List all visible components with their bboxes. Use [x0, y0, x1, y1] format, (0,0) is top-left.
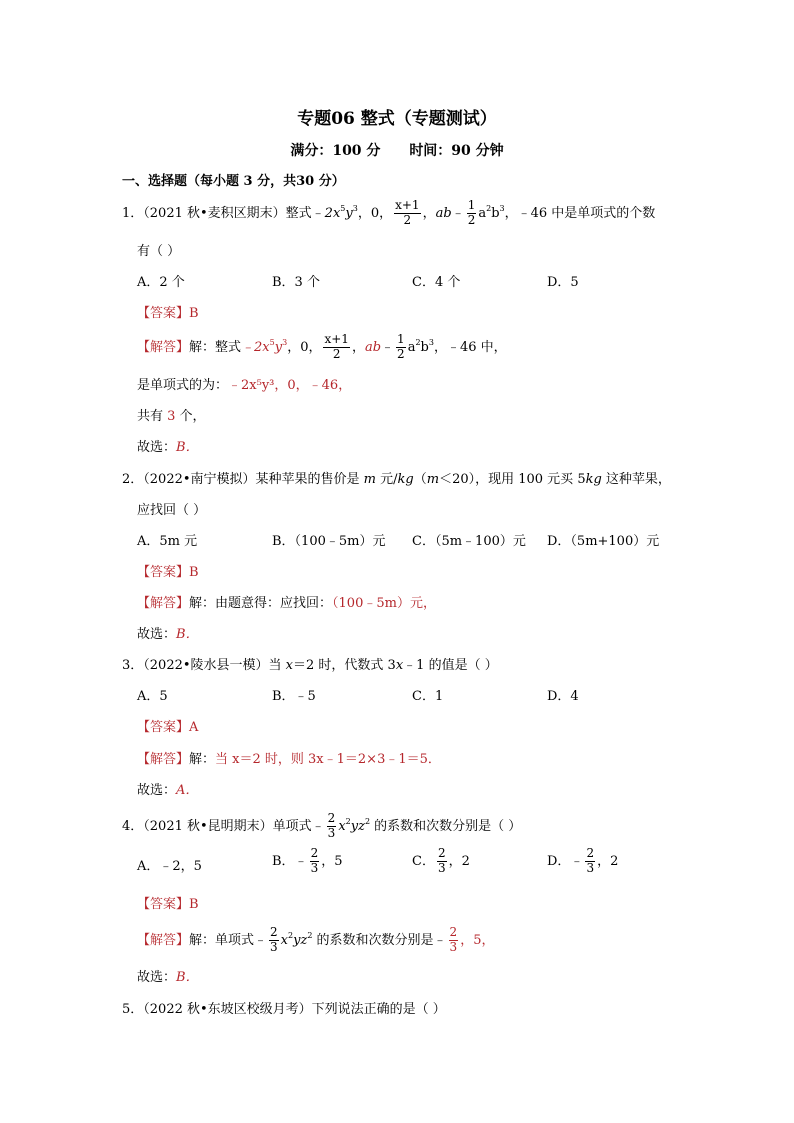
- question-1-stem: 1．（2021 秋•麦积区期末）整式$﹣2x^5y^3$，0， $\frac{x+1}{2}$ ，ab﹣ $\frac{1}{2}$ $a^2b^3$，﹣46 中是单项式的个数: [122, 198, 656, 227]
- fraction: $\frac{1}{2}$: [397, 332, 405, 361]
- fraction: $\frac{2}{3}$: [437, 846, 446, 875]
- question-4-stem: 4．（2021 秋•昆明期末）单项式﹣ $\frac{2}{3}$ $x^2yz^2$ 的系数和次数分别是（ ）: [122, 811, 522, 840]
- q2-option-d: D．（5m+100）元: [547, 534, 660, 549]
- q4-solution: 【解答】解：单项式﹣ $\frac{2}{3}$ $x^2yz^2$ 的系数和次数分别是﹣ $\frac{2}{3}$ ，5，: [137, 925, 495, 954]
- fraction: $\frac{x+1}{2}$: [324, 332, 349, 361]
- q3-option-b: B．﹣5: [272, 689, 316, 704]
- question-2-line2: 应找回（ ）: [137, 503, 207, 518]
- q4-option-b: B．﹣ $\frac{2}{3}$ ，5: [272, 846, 343, 875]
- q4-choose: 故选：B．: [137, 970, 199, 985]
- q3-solution: 【解答】解：当 x＝2 时，则 3x﹣1＝2×3﹣1＝5．: [137, 752, 441, 767]
- exam-info: [0, 140, 794, 160]
- section-heading: 一、选择题（每小题 3 分，共30 分）: [122, 174, 345, 189]
- q1-solution-line3: 共有 3 个，: [137, 409, 206, 424]
- fraction: $\frac{2}{3}$: [327, 811, 336, 840]
- q2-option-c: C．（5m﹣100）元: [412, 534, 526, 549]
- q1-option-c: C．4 个: [412, 275, 461, 290]
- q4-answer: 【答案】B: [137, 897, 199, 912]
- fraction: $\frac{2}{3}$: [586, 846, 595, 875]
- full-score: 满分：100 分: [290, 143, 381, 159]
- q1-choose: 故选：B．: [137, 440, 199, 455]
- q1-solution-line1: 【解答】解：整式$﹣2x^5y^3$，0， $\frac{x+1}{2}$ ，ab﹣ $\frac{1}{2}$ $a^2b^3$，﹣46 中，: [137, 332, 507, 361]
- fraction: $\frac{x+1}{2}$: [395, 198, 420, 227]
- q1-option-a: A．2 个: [137, 275, 185, 290]
- question-5-stem: 5．（2022 秋•东坡区校级月考）下列说法正确的是（ ）: [122, 1002, 446, 1017]
- q4-option-d: D．﹣ $\frac{2}{3}$ ，2: [547, 846, 619, 875]
- q3-answer: 【答案】A: [137, 720, 199, 735]
- q3-option-c: C．1: [412, 689, 444, 704]
- q2-answer: 【答案】B: [137, 565, 199, 580]
- q4-option-a: A．﹣2，5: [137, 859, 202, 874]
- q2-choose: 故选：B．: [137, 627, 199, 642]
- q3-choose: 故选：A．: [137, 783, 199, 798]
- question-2-stem: 2．（2022•南宁模拟）某种苹果的售价是 m 元/kg（m＜20），现用 100 元买 5kg 这种苹果，: [122, 472, 671, 487]
- q1-answer: 【答案】B: [137, 306, 199, 321]
- q2-option-a: A．5m 元: [137, 534, 198, 549]
- q3-option-a: A．5: [137, 689, 168, 704]
- exam-time: 时间：90 分钟: [409, 143, 504, 159]
- fraction: $\frac{2}{3}$: [310, 846, 319, 875]
- q4-option-c: C． $\frac{2}{3}$ ，2: [412, 846, 470, 875]
- q2-solution: 【解答】解：由题意得：应找回：（100﹣5m）元，: [137, 596, 436, 611]
- fraction: $\frac{1}{2}$: [467, 198, 476, 227]
- q1-solution-line2: 是单项式的为：﹣2x⁵y³，0，﹣46，: [137, 378, 352, 393]
- question-1-line2: 有（ ）: [137, 244, 181, 259]
- page-title: 专题06 整式（专题测试）: [297, 109, 497, 129]
- fraction: $\frac{2}{3}$: [449, 925, 458, 954]
- question-3-stem: 3．（2022•陵水县一模）当 x＝2 时，代数式 3x﹣1 的值是（ ）: [122, 658, 498, 673]
- q3-option-d: D．4: [547, 689, 579, 704]
- q1-option-b: B．3 个: [272, 275, 320, 290]
- q2-option-b: B．（100﹣5m）元: [272, 534, 386, 549]
- fraction: $\frac{2}{3}$: [270, 925, 278, 954]
- q1-option-d: D．5: [547, 275, 579, 290]
